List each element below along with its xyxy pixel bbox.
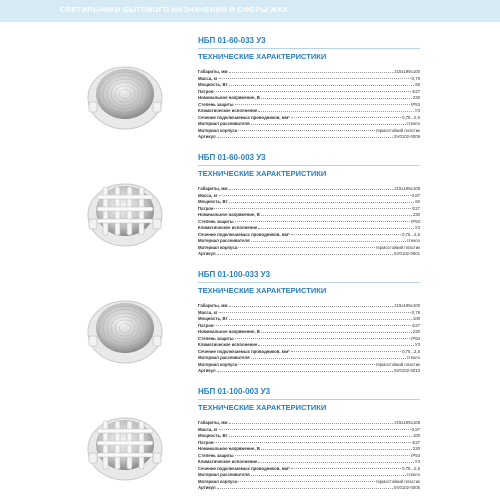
spec-row [198,114,420,120]
spec-row [198,94,420,100]
dot-leader [258,462,414,463]
spec-row [198,75,420,81]
spec-row [198,192,420,198]
spec-label: Номинальное напряжение, В [198,329,260,334]
spec-label: Мощность, Вт [198,433,228,438]
dot-leader [217,371,393,372]
dot-leader [217,137,393,138]
spec-value: E27 [412,205,420,211]
dot-leader [251,241,406,242]
spec-label: Габариты, мм [198,69,228,74]
spec-value: IP53 [411,101,420,107]
spec-value: 0,79 [411,309,420,315]
spec-row [198,127,420,133]
spec-value: 0,75...2,5 [402,114,420,120]
spec-row [198,309,420,315]
spec-value: 230 [412,446,420,451]
spec-row [198,445,420,451]
dot-leader [238,130,374,131]
spec-row [198,198,420,204]
spec-value: термостойкий пластик [375,361,420,367]
spec-label: Климатическое исполнение [198,342,258,347]
spec-row [198,478,420,484]
spec-value: 100 [412,316,420,321]
product-model: НБП 01-100-033 У3 [198,270,271,279]
spec-value: 230 [412,329,420,334]
spec-row [198,101,420,107]
dot-leader [238,364,374,365]
round-lamp-grid-icon [85,171,165,251]
spec-label: Артикул [198,368,216,373]
spec-row [198,315,420,321]
dot-leader [217,488,393,489]
dot-leader [217,254,393,255]
dot-leader [214,442,411,443]
spec-table [198,185,420,257]
spec-row [198,439,420,445]
spec-label: Габариты, мм [198,420,228,425]
dot-leader [229,423,394,424]
dot-leader [251,358,406,359]
spec-label: Степень защиты [198,452,234,458]
spec-table [198,302,420,374]
dot-leader [251,124,406,125]
product-block [0,387,500,500]
spec-row [198,205,420,211]
spec-value: термостойкий пластик [375,478,420,484]
spec-row [198,302,420,308]
dot-leader [261,449,412,450]
spec-label: Климатическое исполнение [198,225,258,230]
spec-row [198,354,420,360]
spec-value: термостойкий пластик [375,244,420,250]
specs-heading: ТЕХНИЧЕСКИЕ ХАРАКТЕРИСТИКИ [198,286,327,295]
spec-label: Патрон [198,88,214,94]
spec-label: Патрон [198,205,214,211]
dot-leader [229,202,415,203]
spec-table [198,419,420,491]
spec-row [198,322,420,328]
spec-row [198,426,420,432]
product-model: НБП 01-60-033 У3 [198,36,266,45]
dot-leader [219,429,411,430]
spec-label: Номинальное напряжение, В [198,212,260,217]
spec-label: Материал корпуса [198,244,238,250]
spec-value: 60 [415,82,420,87]
dot-leader [229,72,394,73]
spec-row [198,81,420,87]
spec-label: Номинальное напряжение, В [198,95,260,100]
spec-value: стекло [406,121,420,126]
section-title: СВЕТИЛЬНИКИ БЫТОВОГО НАЗНАЧЕНИЯ И СФЕРЫ ЖКХ [60,5,288,14]
spec-row [198,328,420,334]
dot-leader [258,111,414,112]
dot-leader [235,455,411,456]
dot-leader [251,475,406,476]
spec-value: 230 [412,212,420,217]
spec-row [198,458,420,464]
spec-value: У3 [414,108,420,113]
product-model: НБП 01-100-003 У3 [198,387,271,396]
dot-leader [261,215,412,216]
spec-value: IP53 [411,218,420,224]
product-block [0,36,500,154]
spec-value: IP53 [411,335,420,341]
spec-value: стекло [406,238,420,243]
spec-value: 215х195х100 [394,69,420,74]
spec-row [198,452,420,458]
spec-label: Масса, кг [198,75,218,81]
spec-row [198,107,420,113]
specs-heading: ТЕХНИЧЕСКИЕ ХАРАКТЕРИСТИКИ [198,403,327,412]
spec-row [198,231,420,237]
round-lamp-plain-icon [85,288,165,368]
divider [198,165,420,166]
dot-leader [291,468,402,469]
spec-value: 100 [412,433,420,438]
spec-row [198,211,420,217]
dot-leader [214,208,411,209]
spec-value: IP53 [411,452,420,458]
spec-label: Материал корпуса [198,127,238,133]
dot-leader [258,228,414,229]
spec-value: 0,87 [411,426,420,432]
spec-value: 0,79 [411,75,420,81]
spec-label: Материал рассеивателя [198,238,250,243]
spec-value: 215х195х100 [394,303,420,308]
spec-row [198,341,420,347]
dot-leader [261,332,412,333]
spec-label: Степень защиты [198,218,234,224]
spec-value: 0,75...2,5 [402,348,420,354]
spec-row [198,68,420,74]
dot-leader [229,436,412,437]
dot-leader [291,234,402,235]
dot-leader [219,78,411,79]
spec-value: 215х195х108 [394,186,420,191]
dot-leader [229,306,394,307]
spec-label: Сечение подключаемых проводников, мм² [198,231,290,237]
dot-leader [214,91,411,92]
dot-leader [261,98,412,99]
dot-leader [219,312,411,313]
product-block [0,270,500,388]
spec-label: Климатическое исполнение [198,459,258,464]
spec-label: Материал корпуса [198,361,238,367]
spec-value: SV0102-0013 [393,368,420,373]
spec-row [198,185,420,191]
spec-row [198,432,420,438]
spec-value: E27 [412,88,420,94]
spec-label: Артикул [198,485,216,490]
divider [198,282,420,283]
spec-value: 0,87 [411,192,420,198]
spec-label: Степень защиты [198,101,234,107]
dot-leader [214,325,411,326]
spec-row [198,471,420,477]
spec-value: У3 [414,342,420,347]
spec-value: стекло [406,355,420,360]
spec-value: 60 [415,199,420,204]
spec-label: Масса, кг [198,309,218,315]
spec-label: Патрон [198,439,214,445]
spec-label: Климатическое исполнение [198,108,258,113]
spec-value: термостойкий пластик [375,127,420,133]
dot-leader [238,481,374,482]
section-header-band [0,0,500,22]
dot-leader [219,195,411,196]
spec-label: Сечение подключаемых проводников, мм² [198,465,290,471]
spec-row [198,133,420,139]
dot-leader [235,221,411,222]
spec-label: Масса, кг [198,426,218,432]
spec-value: SV0102-0009 [393,134,420,139]
spec-value: стекло [406,472,420,477]
spec-row [198,348,420,354]
dot-leader [229,189,394,190]
specs-heading: ТЕХНИЧЕСКИЕ ХАРАКТЕРИСТИКИ [198,169,327,178]
spec-row [198,250,420,256]
spec-value: 230 [412,95,420,100]
spec-label: Масса, кг [198,192,218,198]
round-lamp-grid-icon [85,405,165,485]
spec-label: Артикул [198,251,216,256]
dot-leader [291,117,402,118]
spec-label: Габариты, мм [198,186,228,191]
dot-leader [258,345,414,346]
spec-value: E27 [412,439,420,445]
spec-value: E27 [412,322,420,328]
dot-leader [235,338,411,339]
spec-row [198,244,420,250]
spec-table [198,68,420,140]
spec-value: SV0102-0005 [393,485,420,490]
divider [198,399,420,400]
spec-label: Мощность, Вт [198,82,228,87]
spec-label: Степень защиты [198,335,234,341]
dot-leader [238,247,374,248]
dot-leader [235,104,411,105]
spec-row [198,237,420,243]
spec-label: Материал рассеивателя [198,355,250,360]
spec-label: Мощность, Вт [198,199,228,204]
spec-row [198,218,420,224]
specs-heading: ТЕХНИЧЕСКИЕ ХАРАКТЕРИСТИКИ [198,52,327,61]
product-model: НБП 01-60-003 У3 [198,153,266,162]
spec-row [198,367,420,373]
spec-value: У3 [414,225,420,230]
spec-row [198,335,420,341]
round-lamp-plain-icon [85,54,165,134]
spec-row [198,361,420,367]
spec-row [198,224,420,230]
spec-label: Габариты, мм [198,303,228,308]
spec-label: Патрон [198,322,214,328]
spec-value: 215х195х108 [394,420,420,425]
spec-value: SV0102-0001 [393,251,420,256]
spec-row [198,484,420,490]
divider [198,48,420,49]
spec-row [198,120,420,126]
spec-row [198,88,420,94]
product-block [0,153,500,271]
spec-label: Сечение подключаемых проводников, мм² [198,348,290,354]
spec-label: Артикул [198,134,216,139]
dot-leader [229,85,415,86]
spec-label: Материал рассеивателя [198,121,250,126]
spec-value: 0,75...2,5 [402,465,420,471]
spec-label: Материал рассеивателя [198,472,250,477]
spec-label: Сечение подключаемых проводников, мм² [198,114,290,120]
spec-value: У3 [414,459,420,464]
dot-leader [291,351,402,352]
dot-leader [229,319,412,320]
spec-value: 0,75...2,5 [402,231,420,237]
spec-row [198,465,420,471]
spec-label: Номинальное напряжение, В [198,446,260,451]
spec-row [198,419,420,425]
spec-label: Материал корпуса [198,478,238,484]
spec-label: Мощность, Вт [198,316,228,321]
